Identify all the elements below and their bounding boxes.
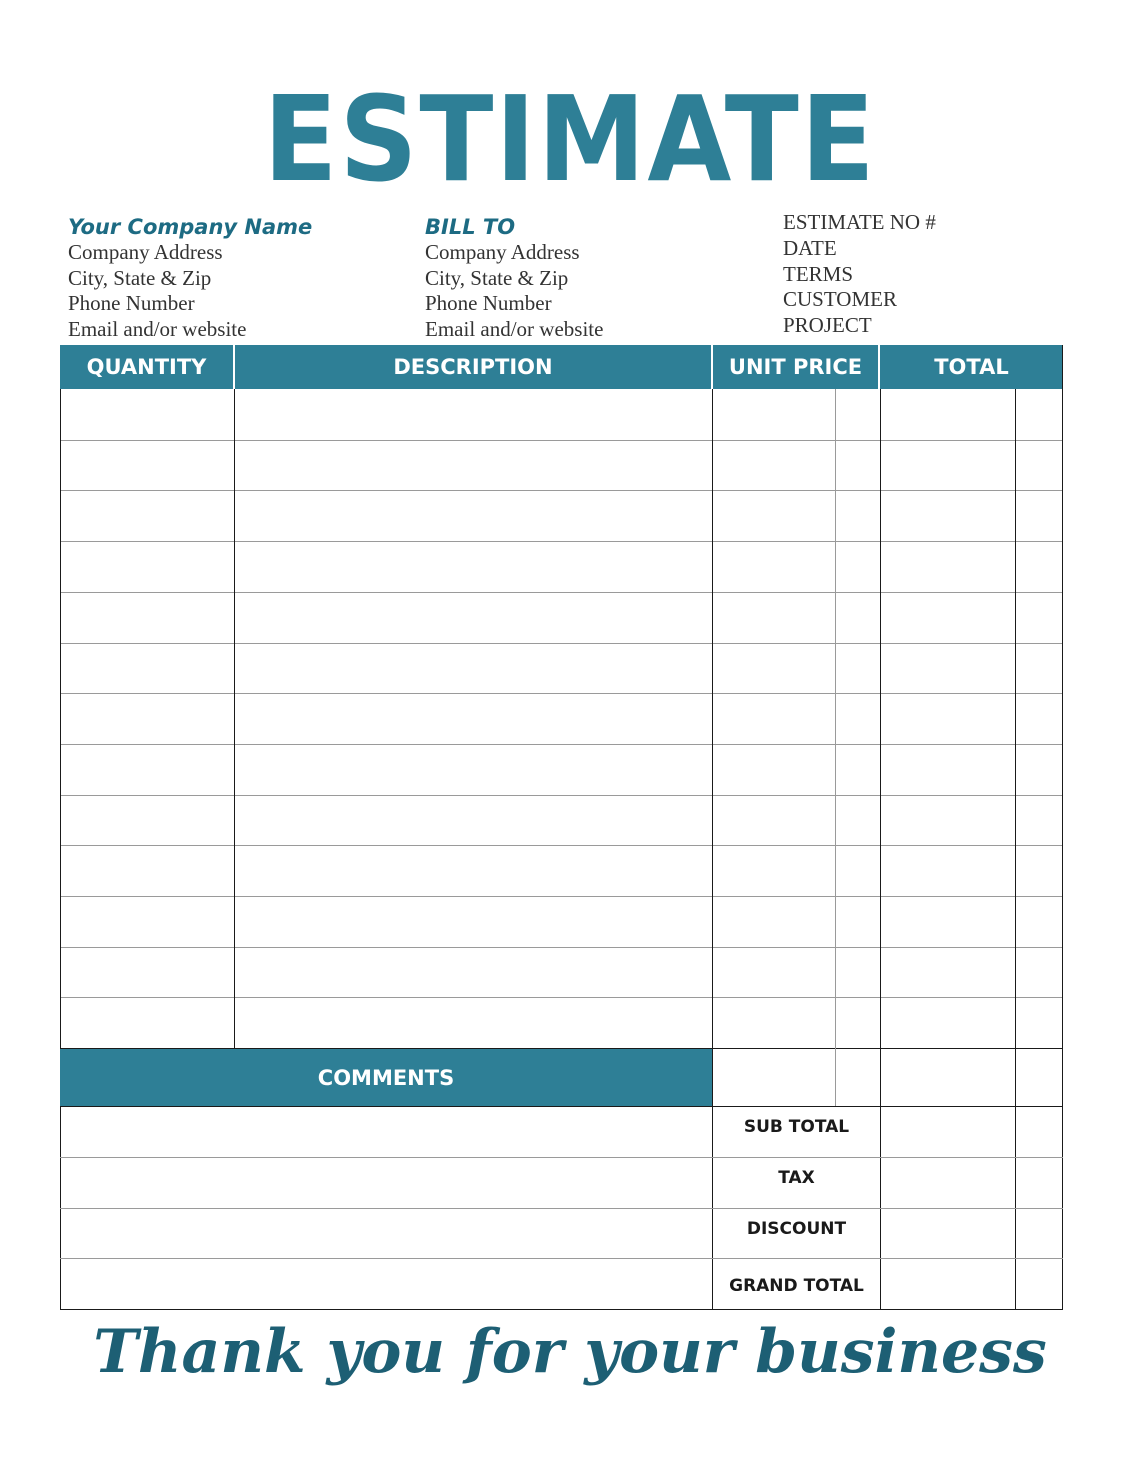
unit-price-cents-cell[interactable] — [835, 440, 880, 491]
total-cell[interactable] — [880, 389, 1015, 440]
company-phone: Phone Number — [68, 291, 195, 315]
total-cell[interactable] — [880, 795, 1015, 846]
company-name: Your Company Name — [68, 215, 313, 239]
description-cell[interactable] — [234, 389, 712, 440]
description-cell[interactable] — [234, 592, 712, 643]
unit-price-cents-cell[interactable] — [835, 541, 880, 592]
total-cents-cell[interactable] — [1015, 795, 1063, 846]
discount-label: DISCOUNT — [746, 1219, 847, 1239]
summary-row-line — [60, 1309, 1063, 1310]
row-divider — [60, 440, 1063, 441]
description-cell[interactable] — [234, 643, 712, 694]
total-cell[interactable] — [880, 744, 1015, 795]
quantity-divider — [234, 389, 235, 1048]
description-cell[interactable] — [234, 997, 712, 1048]
quantity-cell[interactable] — [60, 389, 234, 440]
row-divider — [60, 845, 1063, 846]
unit-price-cell[interactable] — [712, 997, 835, 1048]
total-cell[interactable] — [880, 997, 1015, 1048]
total-cell[interactable] — [880, 592, 1015, 643]
total-cell[interactable] — [880, 947, 1015, 998]
total-cents-cell[interactable] — [1015, 744, 1063, 795]
quantity-cell[interactable] — [60, 541, 234, 592]
quantity-cell[interactable] — [60, 947, 234, 998]
row-divider — [60, 795, 1063, 796]
bill-to-address: Company Address — [425, 240, 580, 264]
total-cents-cell[interactable] — [1015, 643, 1063, 694]
tax-label: TAX — [778, 1168, 815, 1188]
comment-line-1[interactable] — [61, 1107, 712, 1157]
description-cell[interactable] — [234, 490, 712, 541]
description-header: DESCRIPTION — [235, 345, 711, 389]
description-cell[interactable] — [234, 896, 712, 947]
bill-to-heading: BILL TO — [425, 215, 516, 239]
unit-price-cell[interactable] — [712, 389, 835, 440]
comment-line-3[interactable] — [61, 1209, 712, 1258]
unit-price-cell[interactable] — [712, 592, 835, 643]
row-divider — [60, 744, 1063, 745]
project-label: PROJECT — [783, 313, 872, 338]
bill-to-city: City, State & Zip — [425, 265, 569, 290]
total-header: TOTAL — [880, 345, 1063, 389]
bill-to-block — [425, 214, 603, 342]
row-divider — [60, 541, 1063, 542]
unit-price-cents-cell[interactable] — [835, 643, 880, 694]
unit-price-cents-cell[interactable] — [835, 490, 880, 541]
description-cell[interactable] — [234, 693, 712, 744]
total-cents-cell[interactable] — [1015, 389, 1063, 440]
estimate-number-label: ESTIMATE NO # — [783, 210, 936, 234]
terms-label: TERMS — [783, 261, 854, 286]
grand-total-label: GRAND TOTAL — [729, 1276, 864, 1296]
quantity-cell[interactable] — [60, 997, 234, 1048]
description-cell[interactable] — [234, 744, 712, 795]
unit-price-header: UNIT PRICE — [713, 345, 878, 389]
company-block — [68, 214, 312, 342]
row-divider — [60, 693, 1063, 694]
unit-price-cents-cell[interactable] — [835, 845, 880, 896]
row-divider — [60, 490, 1063, 491]
unit-price-cents-cell[interactable] — [835, 592, 880, 643]
bill-to-email: Email and/or website — [425, 316, 604, 341]
unit-price-cents-cell[interactable] — [835, 795, 880, 846]
quantity-cell[interactable] — [60, 592, 234, 643]
description-cell[interactable] — [234, 440, 712, 491]
quantity-cell[interactable] — [60, 490, 234, 541]
comments-header: COMMENTS — [60, 1049, 712, 1106]
estimate-meta-block — [783, 210, 936, 339]
total-cell[interactable] — [880, 490, 1015, 541]
unit-price-cell[interactable] — [712, 744, 835, 795]
thank-you-message: Thank you for your business — [93, 1317, 1047, 1387]
discount-value[interactable] — [881, 1209, 1062, 1258]
unit-price-cell[interactable] — [712, 490, 835, 541]
total-cents-cell[interactable] — [1015, 541, 1063, 592]
unit-price-cell[interactable] — [712, 541, 835, 592]
company-email: Email and/or website — [68, 316, 247, 341]
unit-price-cents-divider — [835, 389, 836, 1106]
table-right-border — [1062, 345, 1063, 1309]
total-cell[interactable] — [880, 845, 1015, 896]
comment-line-2[interactable] — [61, 1158, 712, 1208]
company-city: City, State & Zip — [68, 265, 212, 290]
description-cell[interactable] — [234, 845, 712, 896]
total-cents-cell[interactable] — [1015, 947, 1063, 998]
total-cents-cell[interactable] — [1015, 592, 1063, 643]
unit-price-cell[interactable] — [712, 896, 835, 947]
quantity-cell[interactable] — [60, 643, 234, 694]
unit-price-cell[interactable] — [712, 947, 835, 998]
unit-price-cents-cell[interactable] — [835, 947, 880, 998]
total-cell[interactable] — [880, 643, 1015, 694]
unit-price-cell[interactable] — [712, 795, 835, 846]
total-cell[interactable] — [880, 440, 1015, 491]
sub-total-label: SUB TOTAL — [743, 1117, 850, 1137]
unit-price-cents-cell[interactable] — [835, 997, 880, 1048]
company-address: Company Address — [68, 240, 223, 264]
unit-price-cell[interactable] — [712, 643, 835, 694]
customer-label: CUSTOMER — [783, 287, 897, 312]
table-header — [60, 345, 1063, 389]
row-divider — [60, 997, 1063, 998]
tax-value[interactable] — [881, 1158, 1062, 1208]
unit-price-cell[interactable] — [712, 693, 835, 744]
quantity-cell[interactable] — [60, 744, 234, 795]
total-cents-cell[interactable] — [1015, 845, 1063, 896]
total-cents-cell[interactable] — [1015, 490, 1063, 541]
total-cents-cell[interactable] — [1015, 440, 1063, 491]
bill-to-phone: Phone Number — [425, 291, 552, 315]
quantity-cell[interactable] — [60, 896, 234, 947]
total-cents-cell[interactable] — [1015, 896, 1063, 947]
date-label: DATE — [783, 235, 837, 260]
row-divider — [60, 592, 1063, 593]
quantity-cell[interactable] — [60, 693, 234, 744]
quantity-cell[interactable] — [60, 845, 234, 896]
total-cents-cell[interactable] — [1015, 997, 1063, 1048]
unit-price-cents-cell[interactable] — [835, 896, 880, 947]
quantity-cell[interactable] — [60, 440, 234, 491]
description-cell[interactable] — [234, 541, 712, 592]
unit-price-cents-cell[interactable] — [835, 744, 880, 795]
quantity-cell[interactable] — [60, 795, 234, 846]
total-cell[interactable] — [880, 693, 1015, 744]
row-divider — [60, 947, 1063, 948]
unit-price-cell[interactable] — [712, 845, 835, 896]
total-cents-cell[interactable] — [1015, 693, 1063, 744]
comment-line-4[interactable] — [61, 1259, 712, 1309]
sub-total-value[interactable] — [881, 1107, 1062, 1157]
row-divider — [60, 896, 1063, 897]
total-cell[interactable] — [880, 896, 1015, 947]
quantity-header: QUANTITY — [60, 345, 233, 389]
description-cell[interactable] — [234, 947, 712, 998]
total-cell[interactable] — [880, 541, 1015, 592]
document-title: ESTIMATE — [263, 70, 877, 208]
unit-price-cell[interactable] — [712, 440, 835, 491]
unit-price-cents-cell[interactable] — [835, 693, 880, 744]
grand-total-value[interactable] — [881, 1259, 1062, 1309]
unit-price-cents-cell[interactable] — [835, 389, 880, 440]
row-divider — [60, 643, 1063, 644]
description-cell[interactable] — [234, 795, 712, 846]
